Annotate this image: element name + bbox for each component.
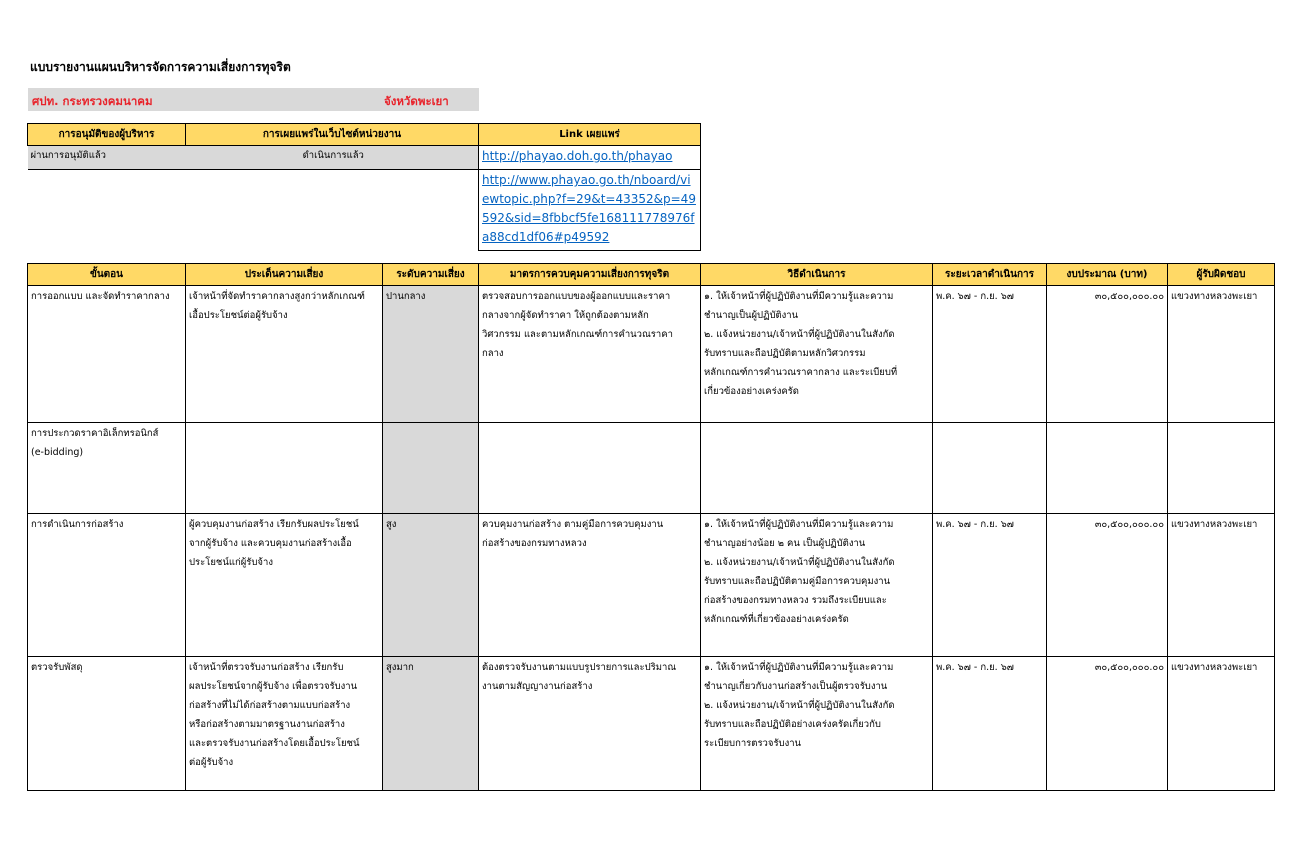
cell-budget xyxy=(1047,423,1168,514)
cell-measure: ตรวจสอบการออกแบบของผู้ออกแบบและราคา กลางจากผู้จัดทำราคา ให้ถูกต้องตามหลัก วิศวกรรม และตามหลักเกณฑ์การคำนวณราคา กลาง xyxy=(479,286,701,423)
table-row xyxy=(28,514,1275,657)
cell-period: พ.ค. ๖๗ - ก.ย. ๖๗ xyxy=(933,657,1047,791)
cell-budget: ๓๐,๕๐๐,๐๐๐.๐๐ xyxy=(1047,657,1168,791)
summary-header-approval: การอนุมัติของผู้บริหาร xyxy=(28,124,186,146)
risk-plan-table xyxy=(27,263,1275,791)
table-row xyxy=(28,286,1275,423)
link-cell-2 xyxy=(479,170,701,251)
summary-header-link: Link เผยแพร่ xyxy=(479,124,701,146)
cell-level: สูงมาก xyxy=(383,657,479,791)
cell-method xyxy=(701,423,933,514)
cell-period: พ.ค. ๖๗ - ก.ย. ๖๗ xyxy=(933,514,1047,657)
cell-measure xyxy=(479,423,701,514)
cell-owner: แขวงทางหลวงพะเยา xyxy=(1168,514,1275,657)
approval-status: ผ่านการอนุมัติแล้ว xyxy=(28,146,186,170)
cell-level: สูง xyxy=(383,514,479,657)
table-row xyxy=(28,423,1275,514)
cell-period xyxy=(933,423,1047,514)
cell-owner: แขวงทางหลวงพะเยา xyxy=(1168,286,1275,423)
publish-link-1[interactable]: http://phayao.doh.go.th/phayao xyxy=(482,149,673,163)
blank-cell xyxy=(186,170,479,251)
publish-link-2[interactable]: http://www.phayao.go.th/nboard/viewtopic.php?f=29&t=43352&p=49592&sid=8fbbcf5fe168111778976fa88cd1df06#p49592 xyxy=(482,173,696,244)
cell-method: ๑. ให้เจ้าหน้าที่ผู้ปฏิบัติงานที่มีความรู้และความ ชำนาญเป็นผู้ปฏิบัติงาน ๒. แจ้งหน่วยงาน/เจ้าหน้าที่ผู้ปฏิบัติงานในสังกัด รับทราบและถือปฏิบัติตามหลักวิศวกรรม หลักเกณฑ์การคำนวณราคากลาง และระเบียบที่ เกี่ยวข้องอย่างเคร่งครัด xyxy=(701,286,933,423)
header-method: วิธีดำเนินการ xyxy=(701,264,933,286)
cell-step: การประกวดราคาอิเล็กทรอนิกส์ (e-bidding) xyxy=(28,423,186,514)
cell-risk xyxy=(186,423,383,514)
publication-status: ดำเนินการแล้ว xyxy=(186,146,479,170)
org-bar xyxy=(28,88,479,111)
cell-budget: ๓๐,๕๐๐,๐๐๐.๐๐ xyxy=(1047,286,1168,423)
summary-header-publication: การเผยแพร่ในเว็บไซต์หน่วยงาน xyxy=(186,124,479,146)
cell-step: การดำเนินการก่อสร้าง xyxy=(28,514,186,657)
org-name: ศปท. กระทรวงคมนาคม xyxy=(32,94,153,108)
link-cell-1 xyxy=(479,146,701,170)
report-title: แบบรายงานแผนบริหารจัดการความเสี่ยงการทุจริต xyxy=(30,60,291,74)
header-measure: มาตรการควบคุมความเสี่ยงการทุจริต xyxy=(479,264,701,286)
table-row xyxy=(28,657,1275,791)
summary-table xyxy=(27,123,701,251)
cell-measure: ควบคุมงานก่อสร้าง ตามคู่มือการควบคุมงาน ก่อสร้างของกรมทางหลวง xyxy=(479,514,701,657)
cell-risk: ผู้ควบคุมงานก่อสร้าง เรียกรับผลประโยชน์ จากผู้รับจ้าง และควบคุมงานก่อสร้างเอื้อ ประโยชน์แก่ผู้รับจ้าง xyxy=(186,514,383,657)
header-owner: ผู้รับผิดชอบ xyxy=(1168,264,1275,286)
header-risk: ประเด็นความเสี่ยง xyxy=(186,264,383,286)
cell-risk: เจ้าหน้าที่ตรวจรับงานก่อสร้าง เรียกรับ ผลประโยชน์จากผู้รับจ้าง เพื่อตรวจรับงาน ก่อสร้างที่ไม่ได้ก่อสร้างตามแบบก่อสร้าง หรือก่อสร้างตามมาตรฐานงานก่อสร้าง และตรวจรับงานก่อสร้างโดยเอื้อประโยชน์ ต่อผู้รับจ้าง xyxy=(186,657,383,791)
cell-budget: ๓๐,๕๐๐,๐๐๐.๐๐ xyxy=(1047,514,1168,657)
cell-owner xyxy=(1168,423,1275,514)
cell-risk: เจ้าหน้าที่จัดทำราคากลางสูงกว่าหลักเกณฑ์ เอื้อประโยชน์ต่อผู้รับจ้าง xyxy=(186,286,383,423)
cell-period: พ.ค. ๖๗ - ก.ย. ๖๗ xyxy=(933,286,1047,423)
header-budget: งบประมาณ (บาท) xyxy=(1047,264,1168,286)
header-step: ขั้นตอน xyxy=(28,264,186,286)
cell-method: ๑. ให้เจ้าหน้าที่ผู้ปฏิบัติงานที่มีความรู้และความ ชำนาญอย่างน้อย ๒ คน เป็นผู้ปฏิบัติงาน ๒. แจ้งหน่วยงาน/เจ้าหน้าที่ผู้ปฏิบัติงานในสังกัด รับทราบและถือปฏิบัติตามคู่มือการควบคุมงาน ก่อสร้างของกรมทางหลวง รวมถึงระเบียบและ หลักเกณฑ์ที่เกี่ยวข้องอย่างเคร่งครัด xyxy=(701,514,933,657)
cell-level xyxy=(383,423,479,514)
cell-method: ๑. ให้เจ้าหน้าที่ผู้ปฏิบัติงานที่มีความรู้และความ ชำนาญเกี่ยวกับงานก่อสร้างเป็นผู้ตรวจรับงาน ๒. แจ้งหน่วยงาน/เจ้าหน้าที่ผู้ปฏิบัติงานในสังกัด รับทราบและถือปฏิบัติอย่างเคร่งครัดเกี่ยวกับ ระเบียบการตรวจรับงาน xyxy=(701,657,933,791)
cell-measure: ต้องตรวจรับงานตามแบบรูปรายการและปริมาณ งานตามสัญญางานก่อสร้าง xyxy=(479,657,701,791)
cell-owner: แขวงทางหลวงพะเยา xyxy=(1168,657,1275,791)
cell-level: ปานกลาง xyxy=(383,286,479,423)
header-level: ระดับความเสี่ยง xyxy=(383,264,479,286)
blank-cell xyxy=(28,170,186,251)
cell-step: ตรวจรับพัสดุ xyxy=(28,657,186,791)
cell-step: การออกแบบ และจัดทำราคากลาง xyxy=(28,286,186,423)
province-name: จังหวัดพะเยา xyxy=(384,94,449,108)
header-period: ระยะเวลาดำเนินการ xyxy=(933,264,1047,286)
